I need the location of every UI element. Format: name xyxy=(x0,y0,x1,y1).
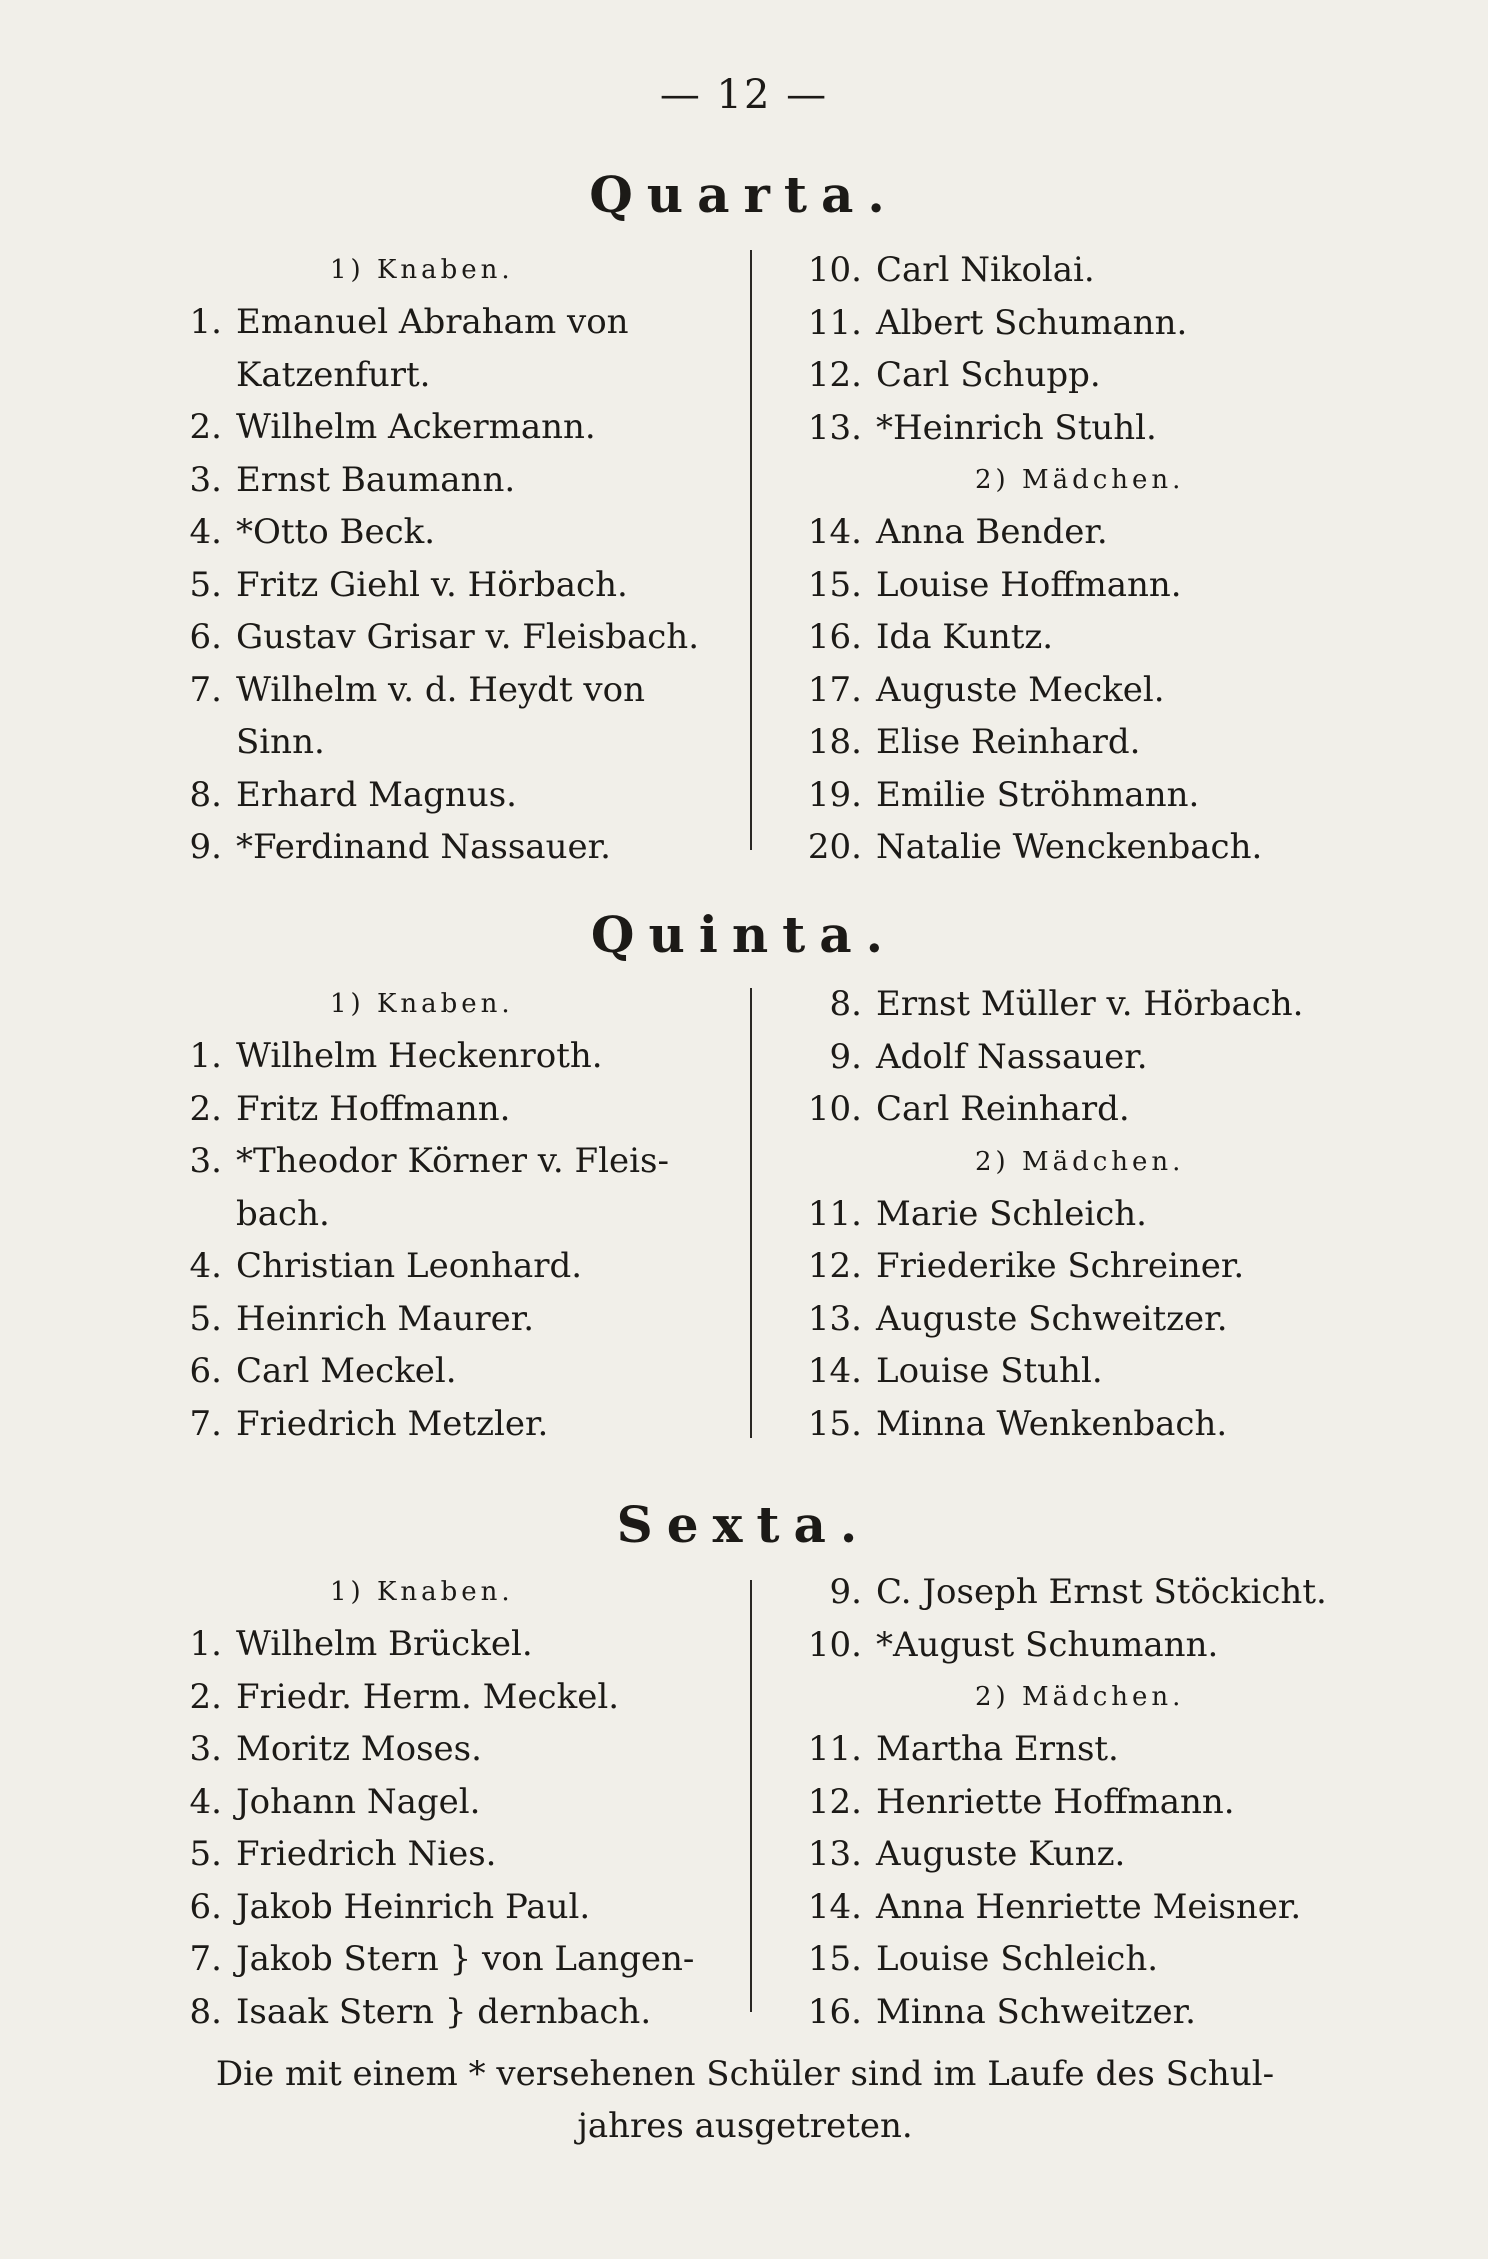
list-item-continuation: Katzenfurt. xyxy=(236,354,431,395)
list-item-number: 13. xyxy=(807,1298,862,1339)
list-item-number: 6. xyxy=(189,1351,222,1391)
list-item-name: Louise Stuhl. xyxy=(876,1351,1103,1391)
list-item-name: Friedr. Herm. Meckel. xyxy=(236,1676,619,1717)
list-item-number: 2. xyxy=(189,1676,222,1717)
list-item-number: 16. xyxy=(807,1991,862,2032)
quinta-boys-list xyxy=(160,1030,720,1450)
quinta-boys-heading: 1) Knaben. xyxy=(330,989,514,1019)
list-item xyxy=(800,297,1360,350)
list-item-name: Christian Leonhard. xyxy=(236,1246,583,1286)
list-item-number: 10. xyxy=(807,1624,862,1665)
list-item-name: Johann Nagel. xyxy=(236,1781,481,1822)
list-item-number: 3. xyxy=(189,1729,222,1769)
list-item-name: Friedrich Nies. xyxy=(236,1834,497,1874)
list-item xyxy=(800,1398,1360,1451)
list-item-number: 13. xyxy=(807,1834,862,1874)
list-item xyxy=(160,559,720,612)
list-item xyxy=(800,978,1360,1031)
quinta-left-column xyxy=(160,978,720,1450)
sexta-girls-list xyxy=(800,1723,1360,2038)
list-item-number: 8. xyxy=(829,984,862,1024)
list-item-number: 1. xyxy=(189,302,222,342)
sexta-girls-heading: 2) Mädchen. xyxy=(975,1682,1185,1712)
list-item-name: *August Schumann. xyxy=(876,1624,1219,1665)
list-item-name: Natalie Wenckenbach. xyxy=(876,827,1263,867)
list-item xyxy=(800,402,1360,455)
quinta-boys-list-continued xyxy=(800,978,1360,1136)
list-item-number: 5. xyxy=(189,1298,222,1339)
list-item-number: 4. xyxy=(189,1246,222,1286)
list-item-number: 2. xyxy=(189,1088,222,1129)
list-item-number: 4. xyxy=(189,1781,222,1822)
list-item xyxy=(800,1566,1360,1619)
list-item-name: Ernst Müller v. Hörbach. xyxy=(876,984,1304,1024)
list-item-name: Friederike Schreiner. xyxy=(876,1246,1245,1286)
list-item-number: 12. xyxy=(807,1781,862,1822)
quarta-left-column xyxy=(160,244,720,874)
list-item xyxy=(160,506,720,559)
list-item-number: 15. xyxy=(807,564,862,605)
list-item-name: Gustav Grisar v. Fleisbach. xyxy=(236,617,700,657)
list-item-number: 10. xyxy=(807,250,862,290)
sexta-boys-heading: 1) Knaben. xyxy=(330,1577,514,1607)
column-divider-quarta xyxy=(750,250,752,850)
list-item xyxy=(800,664,1360,717)
list-item xyxy=(800,1881,1360,1934)
list-item-name: Auguste Schweitzer. xyxy=(876,1298,1228,1339)
list-item-number: 16. xyxy=(807,617,862,657)
list-item-number: 9. xyxy=(829,1036,862,1077)
list-item-name: *Theodor Körner v. Fleis- xyxy=(236,1141,669,1181)
list-item xyxy=(800,1293,1360,1346)
list-item-name: Anna Bender. xyxy=(876,512,1108,552)
list-item-name: Emanuel Abraham von xyxy=(236,302,629,342)
list-item xyxy=(800,1345,1360,1398)
list-item xyxy=(160,611,720,664)
list-item xyxy=(160,1135,720,1188)
list-item-number: 7. xyxy=(189,1403,222,1444)
footnote xyxy=(140,2048,1350,2152)
quarta-boys-heading: 1) Knaben. xyxy=(330,255,514,285)
list-item-number: 1. xyxy=(189,1624,222,1664)
list-item-name: Albert Schumann. xyxy=(876,302,1188,343)
list-item xyxy=(160,1723,720,1776)
column-divider-sexta xyxy=(750,1580,752,2012)
list-item xyxy=(160,1933,720,1986)
list-item-name: Fritz Hoffmann. xyxy=(236,1088,511,1129)
list-item-number: 12. xyxy=(807,1246,862,1286)
list-item-number: 8. xyxy=(189,1991,222,2032)
quinta-girls-list xyxy=(800,1188,1360,1451)
list-item-number: 2. xyxy=(189,407,222,447)
list-item-name: Carl Reinhard. xyxy=(876,1089,1130,1129)
list-item-name: Louise Schleich. xyxy=(876,1939,1159,1979)
list-item-name: Friedrich Metzler. xyxy=(236,1403,549,1444)
list-item xyxy=(800,716,1360,769)
list-item-name: Wilhelm Ackermann. xyxy=(236,407,596,447)
list-item xyxy=(800,1723,1360,1776)
quarta-right-column xyxy=(800,244,1360,874)
list-item xyxy=(800,506,1360,559)
list-item-number: 3. xyxy=(189,459,222,500)
list-item-number: 11. xyxy=(807,302,862,343)
list-item-number: 15. xyxy=(807,1939,862,1979)
quinta-right-column xyxy=(800,978,1360,1450)
list-item-number: 19. xyxy=(807,774,862,815)
footnote-line-2: jahres ausgetreten. xyxy=(577,2106,913,2146)
list-item-number: 10. xyxy=(807,1089,862,1129)
list-item-name: *Heinrich Stuhl. xyxy=(876,407,1157,448)
list-item-number: 17. xyxy=(807,669,862,710)
list-item-name: *Ferdinand Nassauer. xyxy=(236,827,611,867)
list-item-name: Henriette Hoffmann. xyxy=(876,1781,1235,1822)
list-item xyxy=(160,454,720,507)
list-item-number: 5. xyxy=(189,564,222,605)
list-item xyxy=(800,821,1360,874)
list-item xyxy=(160,769,720,822)
list-item xyxy=(160,1618,720,1671)
list-item xyxy=(160,1776,720,1829)
list-item xyxy=(160,1030,720,1083)
list-item xyxy=(160,1986,720,2039)
list-item-continuation: bach. xyxy=(236,1193,330,1234)
list-item-name: Carl Schupp. xyxy=(876,355,1101,395)
list-item xyxy=(160,1083,720,1136)
list-item-name: Wilhelm Brückel. xyxy=(236,1624,533,1664)
list-item-number: 11. xyxy=(807,1193,862,1234)
list-item-name: Jakob Stern } von Langen- xyxy=(236,1939,695,1979)
quarta-girls-heading: 2) Mädchen. xyxy=(975,465,1185,495)
list-item-number: 13. xyxy=(807,407,862,448)
list-item-name: Wilhelm v. d. Heydt von xyxy=(236,669,645,710)
list-item-name: Elise Reinhard. xyxy=(876,722,1141,762)
column-divider-quinta xyxy=(750,988,752,1438)
list-item-number: 9. xyxy=(189,827,222,867)
list-item xyxy=(160,296,720,349)
list-item xyxy=(800,1188,1360,1241)
list-item-number: 3. xyxy=(189,1141,222,1181)
list-item-name: Minna Schweitzer. xyxy=(876,1991,1196,2032)
sexta-right-column xyxy=(800,1566,1360,2038)
list-item xyxy=(160,821,720,874)
list-item xyxy=(160,1881,720,1934)
list-item-name: Isaak Stern } dernbach. xyxy=(236,1991,652,2032)
list-item-number: 7. xyxy=(189,669,222,710)
list-item-number: 6. xyxy=(189,617,222,657)
list-item xyxy=(800,611,1360,664)
list-item-name: Moritz Moses. xyxy=(236,1729,482,1769)
list-item xyxy=(160,401,720,454)
quarta-girls-list xyxy=(800,506,1360,874)
list-item-number: 9. xyxy=(829,1572,862,1612)
list-item-number: 20. xyxy=(807,827,862,867)
list-item-name: Martha Ernst. xyxy=(876,1729,1119,1769)
list-item-name: C. Joseph Ernst Stöckicht. xyxy=(876,1572,1327,1612)
list-item xyxy=(160,1671,720,1724)
list-item-name: Carl Nikolai. xyxy=(876,250,1095,290)
list-item xyxy=(800,769,1360,822)
quarta-boys-list xyxy=(160,296,720,874)
list-item-name: Auguste Meckel. xyxy=(876,669,1165,710)
list-item-number: 18. xyxy=(807,722,862,762)
list-item xyxy=(800,244,1360,297)
list-item-name: Ida Kuntz. xyxy=(876,617,1054,657)
footnote-line-1: Die mit einem * versehenen Schüler sind im Laufe des Schul- xyxy=(215,2054,1275,2094)
list-item-name: Louise Hoffmann. xyxy=(876,564,1182,605)
list-item xyxy=(800,1083,1360,1136)
list-item xyxy=(160,1345,720,1398)
list-item xyxy=(160,1293,720,1346)
section-title-quarta: Quarta. xyxy=(589,165,899,224)
list-item xyxy=(160,1398,720,1451)
list-item-name: Jakob Heinrich Paul. xyxy=(236,1886,591,1927)
list-item xyxy=(800,1619,1360,1672)
list-item-name: Carl Meckel. xyxy=(236,1351,457,1391)
list-item xyxy=(800,1828,1360,1881)
list-item-number: 6. xyxy=(189,1886,222,1927)
list-item-number: 7. xyxy=(189,1939,222,1979)
list-item xyxy=(800,559,1360,612)
list-item xyxy=(160,664,720,717)
list-item-number: 5. xyxy=(189,1834,222,1874)
page-number: — 12 — xyxy=(659,72,829,118)
section-title-sexta: Sexta. xyxy=(616,1495,872,1554)
list-item-name: *Otto Beck. xyxy=(236,512,436,552)
list-item-continuation: Sinn. xyxy=(236,722,325,762)
list-item-number: 15. xyxy=(807,1403,862,1444)
list-item xyxy=(160,1240,720,1293)
list-item-name: Ernst Baumann. xyxy=(236,459,516,500)
list-item-name: Auguste Kunz. xyxy=(876,1834,1126,1874)
list-item-number: 11. xyxy=(807,1729,862,1769)
sexta-left-column xyxy=(160,1566,720,2038)
list-item-number: 8. xyxy=(189,774,222,815)
list-item xyxy=(800,1776,1360,1829)
list-item xyxy=(160,1828,720,1881)
list-item xyxy=(800,1031,1360,1084)
list-item-number: 12. xyxy=(807,355,862,395)
sexta-boys-list xyxy=(160,1618,720,2038)
quarta-boys-list-continued xyxy=(800,244,1360,454)
section-title-quinta: Quinta. xyxy=(590,905,898,964)
list-item-name: Fritz Giehl v. Hörbach. xyxy=(236,564,628,605)
list-item-name: Anna Henriette Meisner. xyxy=(876,1886,1302,1927)
list-item xyxy=(800,1933,1360,1986)
list-item-name: Marie Schleich. xyxy=(876,1193,1147,1234)
list-item-number: 14. xyxy=(807,1351,862,1391)
list-item-number: 14. xyxy=(807,512,862,552)
list-item-name: Emilie Ströhmann. xyxy=(876,774,1200,815)
list-item xyxy=(800,1986,1360,2039)
list-item-name: Erhard Magnus. xyxy=(236,774,517,815)
list-item-name: Wilhelm Heckenroth. xyxy=(236,1036,603,1076)
list-item xyxy=(800,1240,1360,1293)
list-item-number: 4. xyxy=(189,512,222,552)
list-item-name: Heinrich Maurer. xyxy=(236,1298,535,1339)
list-item-number: 1. xyxy=(189,1036,222,1076)
quinta-girls-heading: 2) Mädchen. xyxy=(975,1146,1185,1177)
list-item-number: 14. xyxy=(807,1886,862,1927)
list-item xyxy=(800,349,1360,402)
list-item-name: Adolf Nassauer. xyxy=(876,1036,1148,1077)
list-item-name: Minna Wenkenbach. xyxy=(876,1403,1228,1444)
sexta-boys-list-continued xyxy=(800,1566,1360,1671)
